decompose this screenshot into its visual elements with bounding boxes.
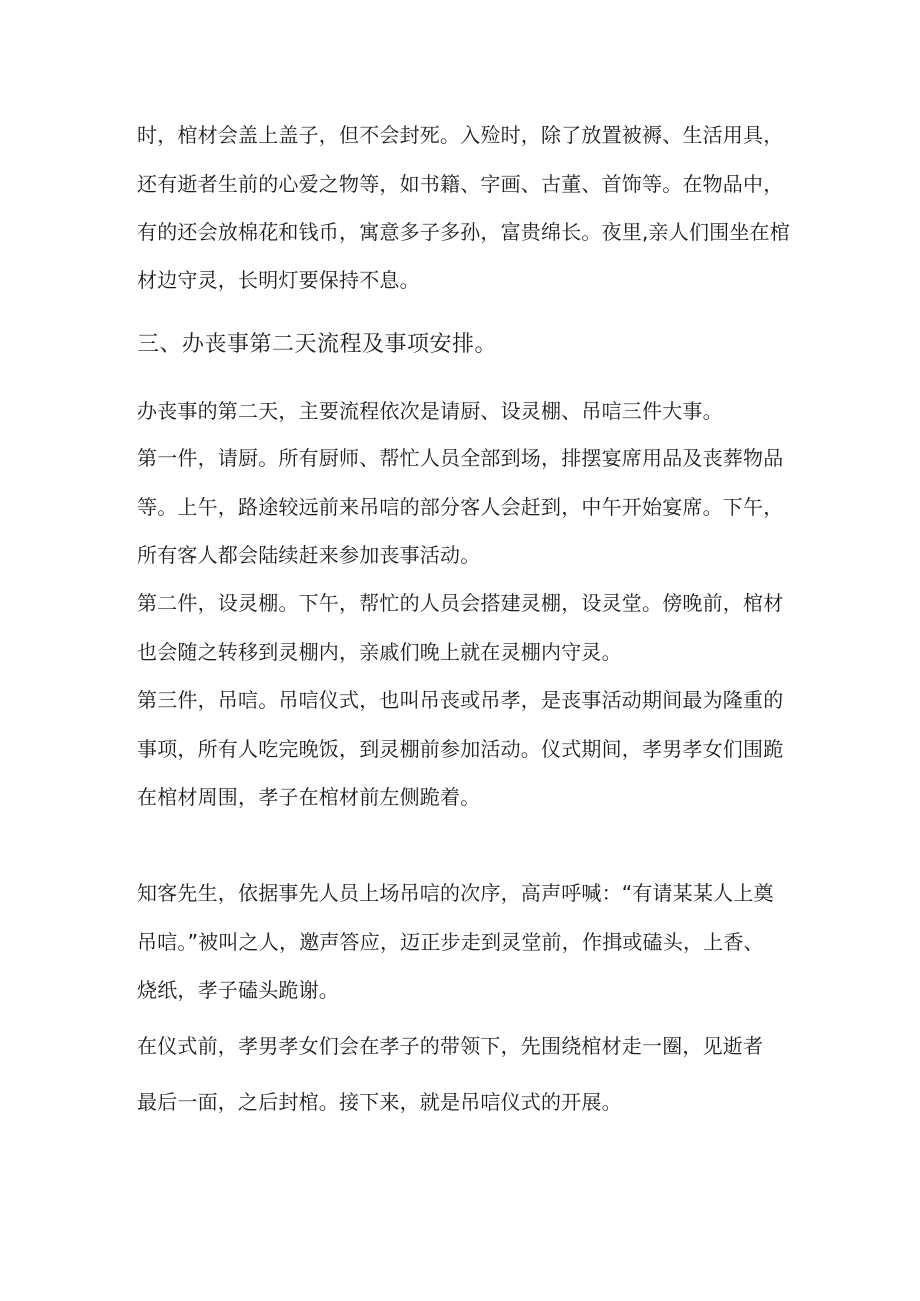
- text-line: 事项，所有人吃完晚饭，到灵棚前参加活动。仪式期间，孝男孝女们围跪: [137, 737, 784, 761]
- section-heading: 三、办丧事第二天流程及事项安排。: [137, 332, 498, 357]
- text-line: 知客先生，依据事先人员上场吊唁的次序，高声呼喊：“有请某某人上奠: [137, 881, 774, 905]
- text-line: 有的还会放棉花和钱币，寓意多子多孙，富贵绵长。夜里,亲人们围坐在棺: [137, 220, 790, 244]
- text-line: 烧纸，孝子磕头跪谢。: [137, 978, 339, 1002]
- text-line: 吊唁。”被叫之人，邀声答应，迈正步走到灵堂前，作揖或磕头，上香、: [137, 930, 764, 954]
- text-line: 最后一面，之后封棺。接下来，就是吊唁仪式的开展。: [137, 1090, 622, 1114]
- text-line: 等。上午，路途较远前来吊唁的部分客人会赶到，中午开始宴席。下午，: [137, 495, 784, 519]
- text-line: 第三件，吊唁。吊唁仪式，也叫吊丧或吊孝，是丧事活动期间最为隆重的: [137, 688, 784, 712]
- text-line: 还有逝者生前的心爱之物等，如书籍、字画、古董、首饰等。在物品中，: [137, 172, 784, 196]
- text-line: 在仪式前，孝男孝女们会在孝子的带领下，先围绕棺材走一圈，见逝者: [137, 1034, 764, 1058]
- text-line: 第二件，设灵棚。下午，帮忙的人员会搭建灵棚，设灵堂。傍晚前，棺材: [137, 591, 784, 615]
- text-line: 所有客人都会陆续赶来参加丧事活动。: [137, 543, 481, 567]
- text-line: 第一件，请厨。所有厨师、帮忙人员全部到场，排摆宴席用品及丧葬物品: [137, 446, 784, 470]
- text-line: 材边守灵，长明灯要保持不息。: [137, 268, 420, 292]
- text-line: 在棺材周围，孝子在棺材前左侧跪着。: [137, 785, 481, 809]
- text-line: 也会随之转移到灵棚内，亲戚们晚上就在灵棚内守灵。: [137, 640, 622, 664]
- text-line: 时，棺材会盖上盖子，但不会封死。入殓时，除了放置被褥、生活用具，: [137, 123, 784, 147]
- text-line: 办丧事的第二天，主要流程依次是请厨、设灵棚、吊唁三件大事。: [137, 399, 723, 423]
